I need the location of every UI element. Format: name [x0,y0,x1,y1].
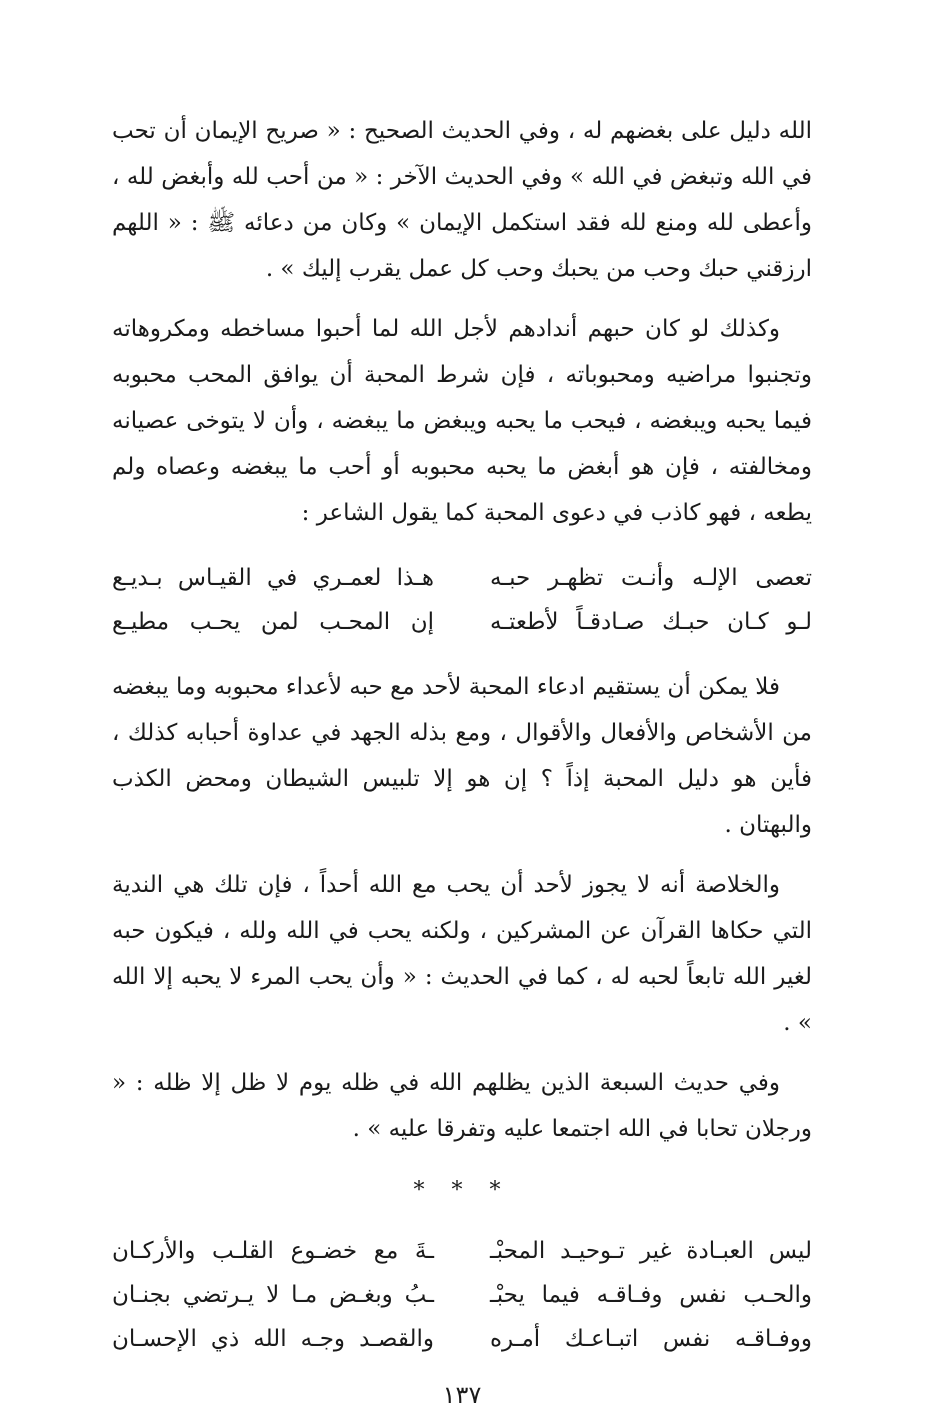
paragraph-hadith-love: الله دليل على بغضهم له ، وفي الحديث الصحيح : « صريح الإيمان أن تحب في الله وتبغض في الله » وفي الحديث الآخر : « من أحب لله وأبغض لله ، وأعطى لله ومنع لله فقد استكمل الإيمان » وكان من دعائه ﷺ : « اللهم ارزقني حبك وحب من يحبك وحب كل عمل يقرب إليك » . [112,118,812,282]
verse-first-hemistich: لـو كـان حبـك صـادقـاً لأطعتـه [490,609,812,635]
verse-second-hemistich: ـةَ مع خضـوع القلـب والأركـان [112,1238,434,1264]
verse-line [112,1317,812,1361]
verse-second-hemistich: إن المحـب لمن يحـب مطيـع [112,609,434,635]
poem-block-1 [112,556,812,644]
paragraph-condition-of-love: وكذلك لو كان حبهم أندادهم لأجل الله لما أحبوا مساخطه ومكروهاته وتجنبوا مراضيه ومحبوباته ، فإن شرط المحبة أن يوافق المحب محبوبه فيما يحبه ويبغضه ، فيحب ما يحبه ويبغض ما يبغضه ، وأن لا يتوخى عصيانه ومخالفته ، فإن هو أبغض ما يحبه محبوبه أو أحب ما يبغضه وعصاه ولم يطعه ، فهو كاذب في دعوى المحبة كما يقول الشاعر : [112,316,812,526]
page-number: ١٣٧ [442,1381,482,1409]
verse-first-hemistich: والحـب نفس وفـاقـه فيما يحبْـ [490,1282,812,1308]
verse-second-hemistich: ـبُ وبغـض مـا لا يـرتضي بجنـان [112,1282,434,1308]
poem-block-2 [112,1229,812,1361]
verse-line [112,1229,812,1273]
verse-line [112,556,812,600]
verse-first-hemistich: ووفـاقـه نفس اتبـاعـك أمـره [490,1326,812,1352]
paragraph-conclusion: والخلاصة أنه لا يجوز لأحد أن يحب مع الله أحداً ، فإن تلك هي الندية التي حكاها القرآن عن المشركين ، ولكنه يحب في الله ولله ، فيكون حبه لغير الله تابعاً لحبه له ، كما في الحديث : « وأن يحب المرء لا يحبه إلا الله » . [112,872,812,1036]
paragraph-seven-shaded: وفي حديث السبعة الذين يظلهم الله في ظله يوم لا ظل إلا ظله : « ورجلان تحابا في الله اجتمعا عليه وتفرقا عليه » . [112,1070,812,1142]
verse-first-hemistich: تعصى الإلـه وأنـت تظهـر حبـه [490,565,812,591]
section-separator: * * * [413,1178,511,1203]
verse-line [112,1273,812,1317]
verse-first-hemistich: ليس العبـادة غير تـوحيـد المحبْـ [490,1238,812,1264]
verse-second-hemistich: والقصـد وجـه الله ذي الإحسـان [112,1326,434,1352]
paragraph-impossible-love: فلا يمكن أن يستقيم ادعاء المحبة لأحد مع حبه لأعداء محبوبه وما يبغضه من الأشخاص والأفعال والأقوال ، ومع بذله الجهد في عداوة أحبابه كذلك ، فأين هو دليل المحبة إذاً ؟ إن هو إلا تلبيس الشيطان ومحض الكذب والبهتان . [112,674,812,838]
verse-second-hemistich: هـذا لعمـري في القيـاس بـديـع [112,565,434,591]
verse-line [112,600,812,644]
